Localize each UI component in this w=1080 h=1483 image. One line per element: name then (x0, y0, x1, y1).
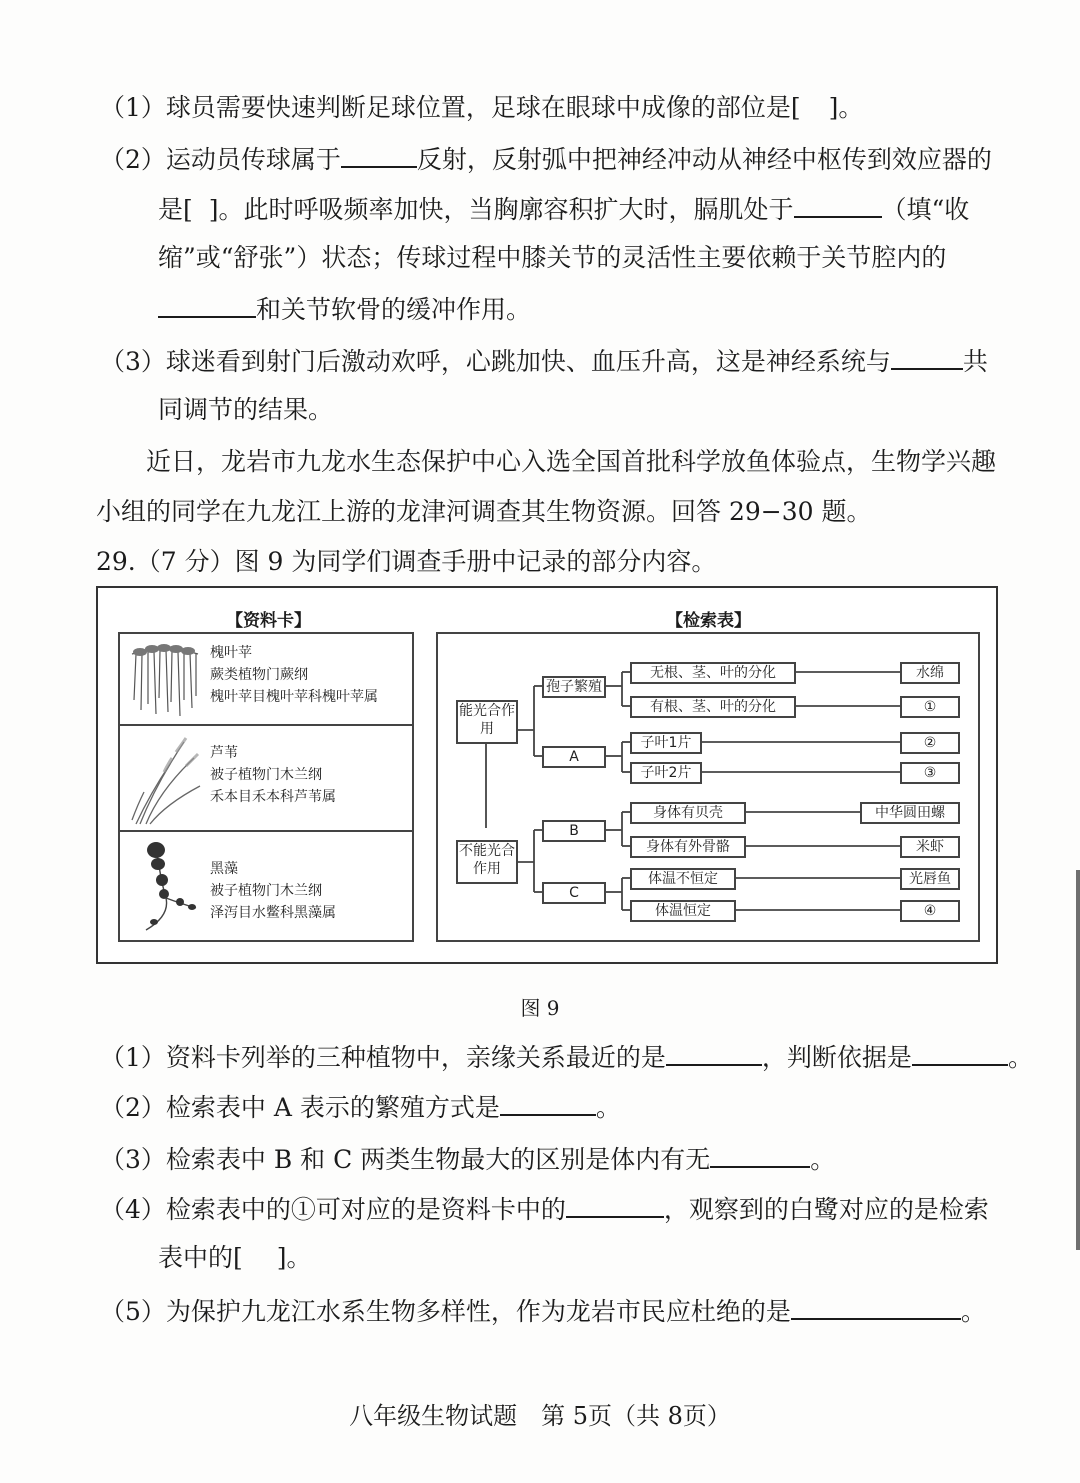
key-one-cotyledon: 子叶1片 (630, 732, 702, 754)
key-constant-body-temp: 体温恒定 (630, 900, 736, 922)
q29-part3: （3）检索表中 B 和 C 两类生物最大的区别是体内有无 。 (100, 1142, 835, 1176)
key-result: 米虾 (900, 836, 960, 858)
key-result: ④ (900, 900, 960, 922)
q29-part1: （1）资料卡列举的三种植物中，亲缘关系最近的是 ，判断依据是 。 (100, 1040, 1033, 1074)
card-text: 芦苇 被子植物门木兰纲 禾本目禾本科芦苇属 (210, 745, 336, 805)
dichotomous-key (436, 632, 980, 942)
key-result: 中华圆田螺 (860, 802, 960, 824)
answer-blank[interactable] (341, 142, 417, 168)
card-text: 槐叶苹 蕨类植物门蕨纲 槐叶苹目槐叶苹科槐叶苹属 (210, 645, 378, 705)
answer-blank[interactable] (794, 192, 882, 218)
answer-blank[interactable] (912, 1040, 1008, 1066)
figure-caption: 图 9 (520, 996, 560, 1020)
key-photosynthesis: 能光合作用 (456, 700, 518, 744)
q29-part4-line1: （4）检索表中的①可对应的是资料卡中的 ，观察到的白鹭对应的是检索 (100, 1192, 989, 1226)
answer-blank[interactable] (566, 1192, 664, 1218)
key-no-photosynthesis: 不能光合作用 (456, 840, 518, 884)
info-card (120, 832, 412, 940)
key-has-shell: 身体有贝壳 (630, 802, 746, 824)
info-card (120, 726, 412, 832)
answer-blank[interactable] (500, 1090, 596, 1116)
intro-paragraph-line1: 近日，龙岩市九龙水生态保护中心入选全国首批科学放鱼体验点，生物学兴趣 (146, 447, 997, 476)
answer-blank[interactable] (710, 1142, 810, 1168)
page-edge-shadow (1076, 870, 1080, 1250)
answer-blank[interactable] (891, 344, 963, 370)
key-result: 光唇鱼 (900, 868, 960, 890)
answer-blank[interactable] (666, 1040, 762, 1066)
key-spore-reproduction: 孢子繁殖 (542, 676, 606, 698)
info-card (120, 634, 412, 726)
key-has-root-stem-leaf: 有根、茎、叶的分化 (630, 696, 796, 718)
q28-part3-line1: （3）球迷看到射门后激动欢呼，心跳加快、血压升高，这是神经系统与 共 (100, 344, 988, 378)
card-text: 黑藻 被子植物门木兰纲 泽泻目水鳖科黑藻属 (210, 861, 336, 921)
card-title: 【资料卡】 (226, 611, 311, 631)
q29-part4-line2: 表中的[ ]。 (158, 1243, 312, 1272)
q29-part2: （2）检索表中 A 表示的繁殖方式是 。 (100, 1090, 621, 1124)
intro-paragraph-line2: 小组的同学在九龙江上游的龙津河调查其生物资源。回答 29−30 题。 (96, 497, 872, 526)
key-result: ③ (900, 762, 960, 784)
key-no-root-stem-leaf: 无根、茎、叶的分化 (630, 662, 796, 684)
key-label-c: C (542, 882, 606, 904)
key-variable-body-temp: 体温不恒定 (630, 868, 736, 890)
reed-plant-illustration (126, 734, 204, 826)
q28-part2-line3: 缩”或“舒张”）状态；传球过程中膝关节的灵活性主要依赖于关节腔内的 (158, 243, 947, 272)
q29-part5: （5）为保护九龙江水系生物多样性，作为龙岩市民应杜绝的是 。 (100, 1294, 986, 1328)
q28-part3-line2: 同调节的结果。 (158, 395, 334, 424)
key-result: ① (900, 696, 960, 718)
figure-9 (96, 586, 998, 964)
q29-title: 29.（7 分）图 9 为同学们调查手册中记录的部分内容。 (96, 547, 717, 576)
q28-part1: （1）球员需要快速判断足球位置，足球在眼球中成像的部位是[ ]。 (100, 93, 864, 122)
key-result: 水绵 (900, 662, 960, 684)
key-has-exoskeleton: 身体有外骨骼 (630, 836, 746, 858)
key-result: ② (900, 732, 960, 754)
q28-part2-line1: （2）运动员传球属于 反射，反射弧中把神经冲动从神经中枢传到效应器的 (100, 142, 992, 176)
q28-part2-line4: 和关节软骨的缓冲作用。 (158, 292, 531, 326)
page-footer: 八年级生物试题 第 5页（共 8页） (349, 1402, 731, 1430)
answer-blank[interactable] (791, 1294, 961, 1320)
info-cards (118, 632, 414, 942)
key-two-cotyledons: 子叶2片 (630, 762, 702, 784)
fern-plant-illustration (126, 640, 204, 720)
key-title: 【检索表】 (666, 611, 751, 631)
key-label-a: A (542, 746, 606, 768)
answer-blank[interactable] (158, 292, 256, 318)
key-label-b: B (542, 820, 606, 842)
q28-part2-line2: 是[ ]。此时呼吸频率加快，当胸廓容积扩大时，膈肌处于 （填“收 (158, 192, 969, 226)
hydrilla-plant-illustration (126, 838, 204, 934)
